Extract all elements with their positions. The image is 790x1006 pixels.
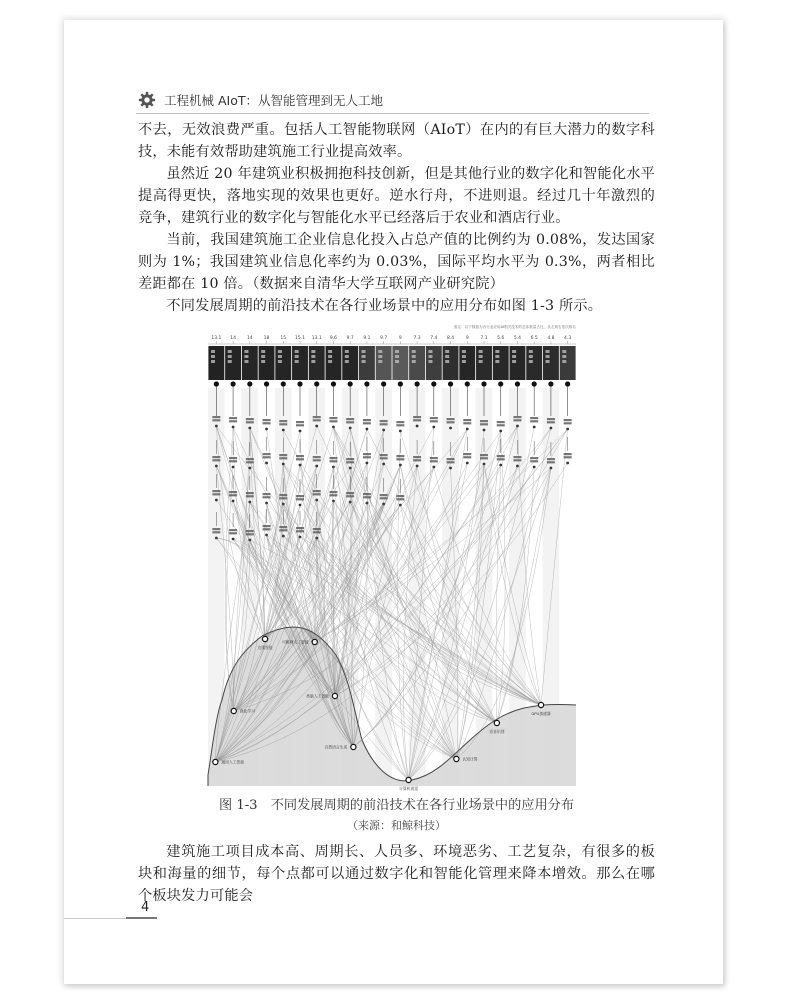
paragraph: 建筑施工项目成本高、周期长、人员多、环境恶劣、工艺复杂，有很多的板块和海量的细节，每个点都可以通过数字化和智能化管理来降本增效。那么在哪个板块发力可能会 xyxy=(138,844,655,904)
body-text-top xyxy=(138,119,655,317)
figure-caption: 图 1-3 不同发展周期的前沿技术在各行业场景中的应用分布 xyxy=(218,798,575,813)
svg-text:边缘智能: 边缘智能 xyxy=(257,645,273,650)
paragraph: 虽然近 20 年建筑业积极拥抱科技创新，但是其他行业的数字化和智能化水平提高得更快，落地实现的效果也更好。逆水行舟，不进则退。经过几十年激烈的竞争，建筑行业的数字化与智能化水平已经落后于农业和酒店行业。 xyxy=(138,166,655,226)
page-folio xyxy=(64,900,164,920)
svg-text:6.5: 6.5 xyxy=(530,336,538,341)
svg-text:15.1: 15.1 xyxy=(294,336,306,341)
svg-text:5.6: 5.6 xyxy=(497,336,505,341)
svg-text:9: 9 xyxy=(398,336,402,341)
body-text-bottom xyxy=(138,841,655,907)
svg-text:计算机视觉: 计算机视觉 xyxy=(399,786,419,791)
svg-text:语音识别: 语音识别 xyxy=(489,729,505,734)
paragraph: 当前，我国建筑施工企业信息化投入占总产值的比例约为 0.08%，发达国家则为 1%；我国建筑业信息化率约为 0.03%，国际平均水平为 0.3%，两者相比差距都在 10 倍。（数据来自清华大学互联网产业研究院） xyxy=(138,232,655,292)
svg-text:7.4: 7.4 xyxy=(430,336,438,341)
folio-rule-accent xyxy=(126,917,157,919)
figure-1-3 xyxy=(204,320,580,791)
running-head xyxy=(136,87,649,114)
gear-icon xyxy=(138,91,156,109)
book-page xyxy=(64,20,723,984)
svg-text:9: 9 xyxy=(465,336,469,341)
svg-text:4.8: 4.8 xyxy=(547,336,555,341)
running-head-title: 工程机械 AIoT：从智能管理到无人工地 xyxy=(164,93,383,108)
svg-text:9.6: 9.6 xyxy=(329,336,338,341)
paragraph: 不同发展周期的前沿技术在各行业场景中的应用分布如图 1-3 所示。 xyxy=(166,298,603,314)
svg-text:类脑人工智能: 类脑人工智能 xyxy=(306,693,329,699)
svg-text:7.1: 7.1 xyxy=(480,336,488,341)
figure-source: （来源：和鲸科技） xyxy=(347,819,446,832)
page-number: 4 xyxy=(141,900,150,915)
svg-text:13.1: 13.1 xyxy=(211,336,222,341)
svg-text:通用人工智能: 通用人工智能 xyxy=(221,759,245,765)
svg-text:5.4: 5.4 xyxy=(513,336,522,341)
arc-link-chart xyxy=(204,320,580,791)
svg-text:9.7: 9.7 xyxy=(380,336,388,341)
svg-text:强化学习: 强化学习 xyxy=(239,708,255,714)
svg-text:可解释人工智能: 可解释人工智能 xyxy=(282,639,309,645)
svg-text:8.4: 8.4 xyxy=(446,336,455,341)
folio-rule xyxy=(64,918,126,919)
svg-text:7.3: 7.3 xyxy=(413,336,421,341)
svg-text:自然语言生成: 自然语言生成 xyxy=(324,744,348,750)
svg-text:4.3: 4.3 xyxy=(564,336,572,341)
svg-text:认知计算: 认知计算 xyxy=(462,756,478,762)
svg-text:14: 14 xyxy=(230,336,236,341)
paragraph: 不去，无效浪费严重。包括人工智能物联网（AIoT）在内的有巨大潜力的数字科技，未能有效帮助建筑施工行业提高效率。 xyxy=(138,122,655,160)
svg-text:9.1: 9.1 xyxy=(363,336,371,341)
svg-text:9.7: 9.7 xyxy=(346,336,354,341)
svg-text:GPU加速器: GPU加速器 xyxy=(531,711,551,716)
svg-text:15: 15 xyxy=(280,336,287,341)
svg-text:13.1: 13.1 xyxy=(311,336,322,341)
svg-text:备注：以下数值为各行业应用AI相关技术的总体数量占比，从左到: 备注：以下数值为各行业应用AI相关技术的总体数量占比，从左到右依次排名 xyxy=(453,325,576,329)
svg-text:14: 14 xyxy=(246,336,253,341)
svg-text:18: 18 xyxy=(263,336,270,341)
